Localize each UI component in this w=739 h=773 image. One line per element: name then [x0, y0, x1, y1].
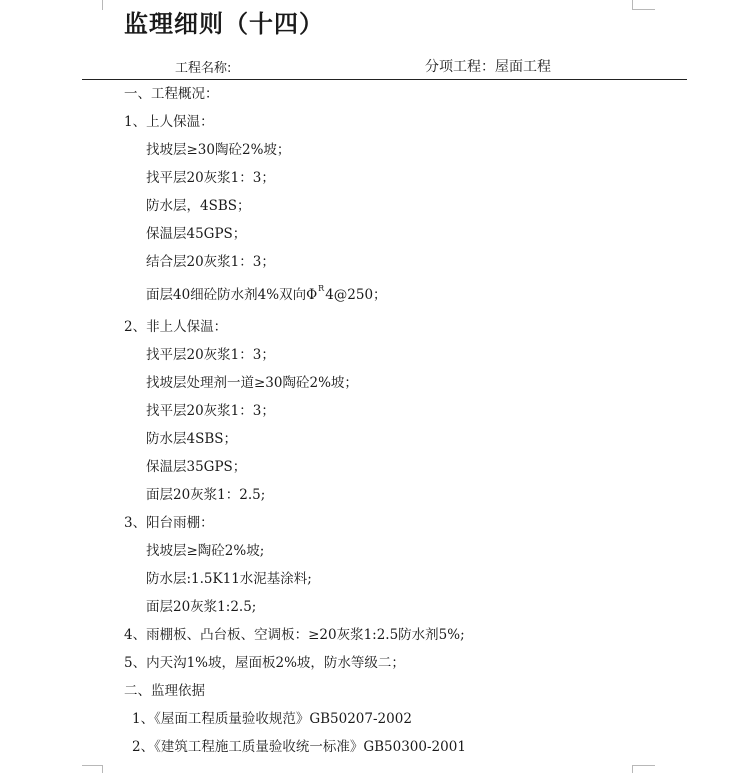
list-item: 面层20灰浆1：2.5;	[146, 487, 266, 503]
subsection-heading: 3、阳台雨棚：	[124, 515, 214, 531]
reference-item: 1、《屋面工程质量验收规范》GB50207-2002	[132, 711, 412, 727]
section-heading-basis: 二、监理依据	[124, 683, 205, 699]
superscript: R	[318, 284, 325, 293]
list-item: 防水层，4SBS；	[146, 198, 251, 214]
page-title: 监理细则（十四）	[124, 9, 324, 38]
corner-mark-bottom-right-h	[633, 765, 655, 766]
list-item: 找坡层≥30陶砼2%坡；	[146, 142, 291, 158]
subsection-heading: 2、非上人保温：	[124, 319, 228, 335]
subsection-heading: 5、内天沟1%坡，屋面板2%坡，防水等级二；	[124, 655, 405, 671]
header-divider	[82, 79, 687, 80]
list-item	[146, 286, 387, 306]
corner-mark-top-right-h	[633, 9, 655, 10]
corner-mark-bottom-left-h	[82, 765, 102, 766]
list-item: 防水层:1.5K11水泥基涂料;	[146, 571, 312, 587]
list-item: 找平层20灰浆1：3；	[146, 170, 275, 186]
list-item-text: 面层40细砼防水剂4%双向Φ	[146, 287, 318, 303]
list-item: 保温层45GPS；	[146, 226, 247, 242]
subsection-heading: 4、雨棚板、凸台板、空调板：≥20灰浆1:2.5防水剂5%;	[124, 627, 465, 643]
list-item: 面层20灰浆1:2.5;	[146, 599, 257, 615]
list-item: 防水层4SBS；	[146, 431, 238, 447]
list-item: 保温层35GPS；	[146, 459, 247, 475]
list-item: 结合层20灰浆1：3；	[146, 254, 275, 270]
corner-mark-top-left-v	[102, 0, 103, 10]
list-item-text: 4@250；	[325, 287, 387, 303]
sub-item-label: 分项工程：屋面工程	[425, 59, 551, 75]
list-item: 找平层20灰浆1：3；	[146, 347, 275, 363]
reference-item: 2、《建筑工程施工质量验收统一标准》GB50300-2001	[132, 739, 466, 755]
project-name-label: 工程名称:	[175, 61, 232, 76]
section-heading-overview: 一、工程概况：	[124, 86, 219, 102]
list-item: 找坡层≥陶砼2%坡;	[146, 543, 265, 559]
list-item: 找坡层处理剂一道≥30陶砼2%坡；	[146, 375, 358, 391]
list-item: 找平层20灰浆1：3；	[146, 403, 275, 419]
subsection-heading: 1、上人保温：	[124, 114, 214, 130]
corner-mark-bottom-right-v	[632, 765, 633, 773]
corner-mark-bottom-left-v	[102, 765, 103, 773]
